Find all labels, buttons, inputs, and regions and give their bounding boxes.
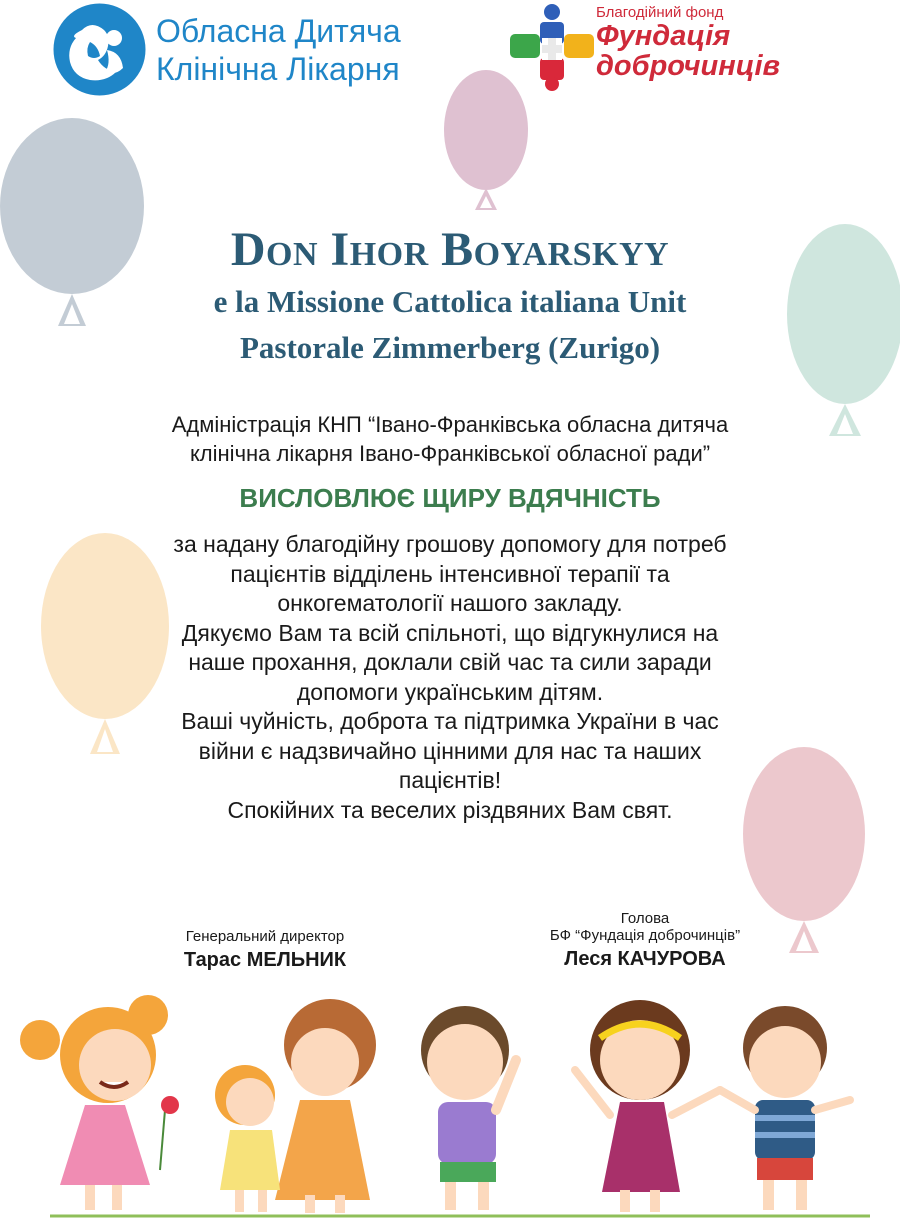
hospital-name-line1: Обласна Дитяча [156,13,401,49]
administration-line2: клінічна лікарня Івано-Франківської обласної ради” [189,441,711,466]
body-line: онкогематології нашого закладу. [277,590,623,616]
signer-name: Леся КАЧУРОВА [564,948,726,970]
balloon-pink [443,68,529,213]
fund-logo [508,2,808,92]
body-line: допомоги українським дітям. [296,678,604,705]
body-line: пацієнтів! [398,767,502,793]
body-line: Ваші чуйність, доброта та підтримка України в час [181,708,719,734]
body-line: Спокійних та веселих різдвяних Вам свят. [227,796,673,823]
signature-right [510,910,780,971]
fund-name-line2: доброчинців [596,50,781,82]
administration-text [0,410,900,468]
girl-with-flower-figure [20,995,179,1210]
signer-role-line1: Голова [620,910,670,927]
signer-name: Тарас МЕЛЬНИК [183,949,347,971]
hospital-logo [52,2,452,97]
fund-name-line1: Фундація [596,20,731,52]
children-illustration [0,990,900,1225]
signature-left [155,928,375,972]
body-line: війни є надзвичайно цінними для нас та наших [198,737,702,764]
body-line: наше прохання, доклали свій час та сили заради [188,649,712,675]
girl-headband-figure [575,1000,720,1212]
fund-label: Благодійний фонд [596,4,724,21]
boy-tongue-figure [421,1006,516,1210]
recipient-line3: Pastorale Zimmerberg (Zurigo) [239,330,661,365]
body-line: за надану благодійну грошову допомогу для потреб [173,531,727,557]
letter-body [0,530,900,825]
boy-striped-shirt-figure [720,1006,850,1210]
hugging-girls-figure [215,999,376,1213]
signer-role: Генеральний директор [185,928,345,945]
mother-child-icon [52,2,147,97]
gratitude-heading: ВИСЛОВЛЮЄ ЩИРУ ВДЯЧНІСТЬ [239,483,661,513]
recipient-line2: e la Missione Cattolica italiana Unit [213,284,687,319]
administration-line1: Адміністрація КНП “Івано-Франківська обласна дитяча [171,412,729,437]
recipient-name: Don Ihor Boyarskyy [230,223,670,276]
body-line: Дякуємо Вам та всій спільноті, що відгукнулися на [181,619,719,646]
signer-role-line2: БФ “Фундація доброчинців” [549,927,741,944]
hospital-name-line2: Клінічна Лікарня [156,51,400,87]
body-line: пацієнтів відділень інтенсивної терапії та [230,560,670,587]
